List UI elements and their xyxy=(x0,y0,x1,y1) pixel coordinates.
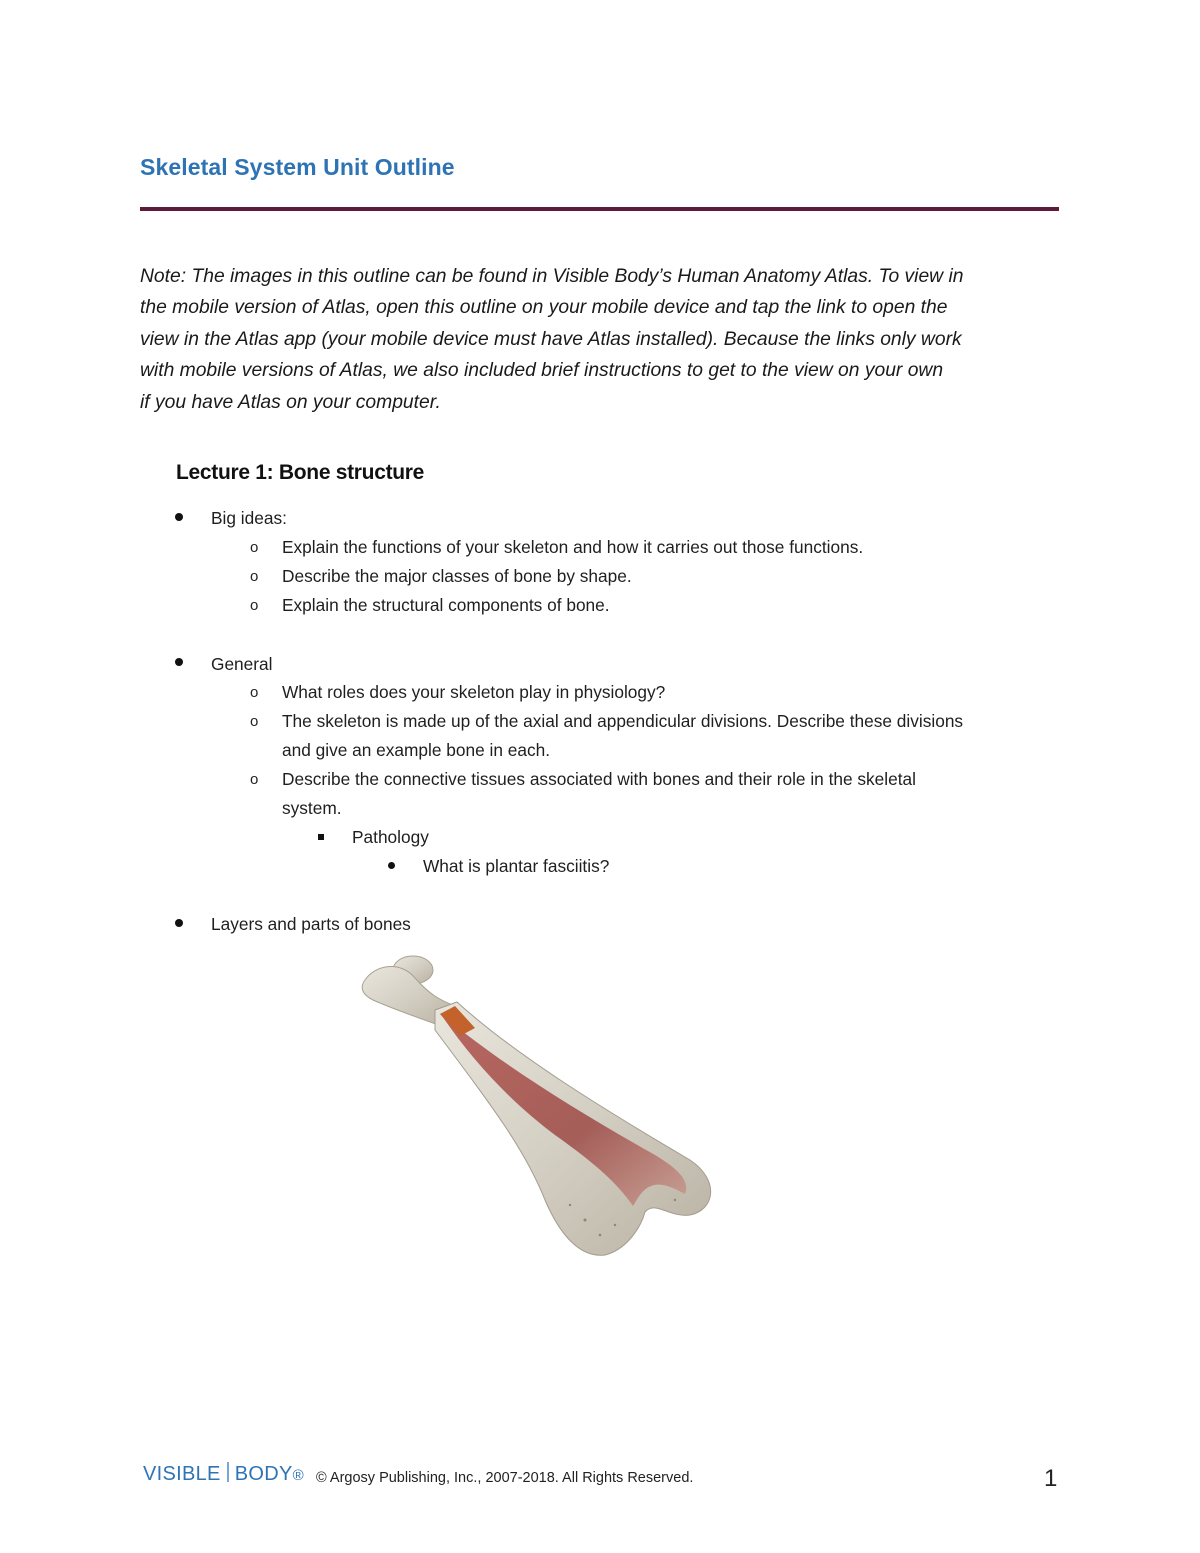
page-title: Skeletal System Unit Outline xyxy=(140,154,455,180)
bullet-o-icon: o xyxy=(250,684,259,701)
bullet-dot-icon xyxy=(388,862,395,869)
general-label: General xyxy=(211,654,273,674)
logo-word-body: BODY xyxy=(234,1463,293,1485)
general-item: Describe the connective tissues associated with bones and their role in the skeletal xyxy=(282,769,916,789)
femur-cross-section-image xyxy=(355,950,725,1265)
note-line: if you have Atlas on your computer. xyxy=(140,391,441,413)
bullet-square-icon xyxy=(318,834,324,840)
visible-body-logo xyxy=(143,1462,304,1486)
note-line: Note: The images in this outline can be found in Visible Body’s Human Anatomy Atlas. To view in xyxy=(140,266,964,287)
layers-label: Layers and parts of bones xyxy=(211,914,411,934)
note-paragraph xyxy=(140,261,1070,418)
general-item: The skeleton is made up of the axial and appendicular divisions. Describe these divisions xyxy=(282,711,964,731)
logo-figure-icon xyxy=(227,1462,229,1482)
general-item-cont: and give an example bone in each. xyxy=(282,740,551,760)
logo-registered-mark: ® xyxy=(292,1467,304,1484)
copyright-text: © Argosy Publishing, Inc., 2007-2018. All Rights Reserved. xyxy=(316,1470,694,1486)
lecture-heading: Lecture 1: Bone structure xyxy=(176,461,425,484)
bullet-o-icon: o xyxy=(250,713,259,730)
note-line: view in the Atlas app (your mobile device must have Atlas installed). Because the links only work xyxy=(140,328,962,350)
bullet-o-icon: o xyxy=(250,568,259,585)
note-line: the mobile version of Atlas, open this outline on your mobile device and tap the link to open the xyxy=(140,297,948,319)
title-divider xyxy=(140,207,1059,211)
bullet-dot-icon xyxy=(175,513,183,521)
bullet-o-icon: o xyxy=(250,539,259,556)
bullet-dot-icon xyxy=(175,658,183,666)
big-idea-item: Explain the structural components of bone. xyxy=(282,595,610,615)
page-number: 1 xyxy=(1044,1465,1058,1492)
general-item-cont: system. xyxy=(282,798,342,818)
bullet-o-icon: o xyxy=(250,771,259,788)
note-line: with mobile versions of Atlas, we also included brief instructions to get to the view on your own xyxy=(140,360,944,382)
logo-word-visible: VISIBLE xyxy=(143,1463,221,1485)
pathology-label: Pathology xyxy=(352,827,429,847)
big-idea-item: Describe the major classes of bone by shape. xyxy=(282,566,632,586)
big-idea-item: Explain the functions of your skeleton and how it carries out those functions. xyxy=(282,537,864,557)
bullet-o-icon: o xyxy=(250,597,259,614)
general-item: What roles does your skeleton play in physiology? xyxy=(282,682,666,702)
bullet-dot-icon xyxy=(175,919,183,927)
pathology-question: What is plantar fasciitis? xyxy=(423,856,610,876)
big-ideas-label: Big ideas: xyxy=(211,508,287,528)
